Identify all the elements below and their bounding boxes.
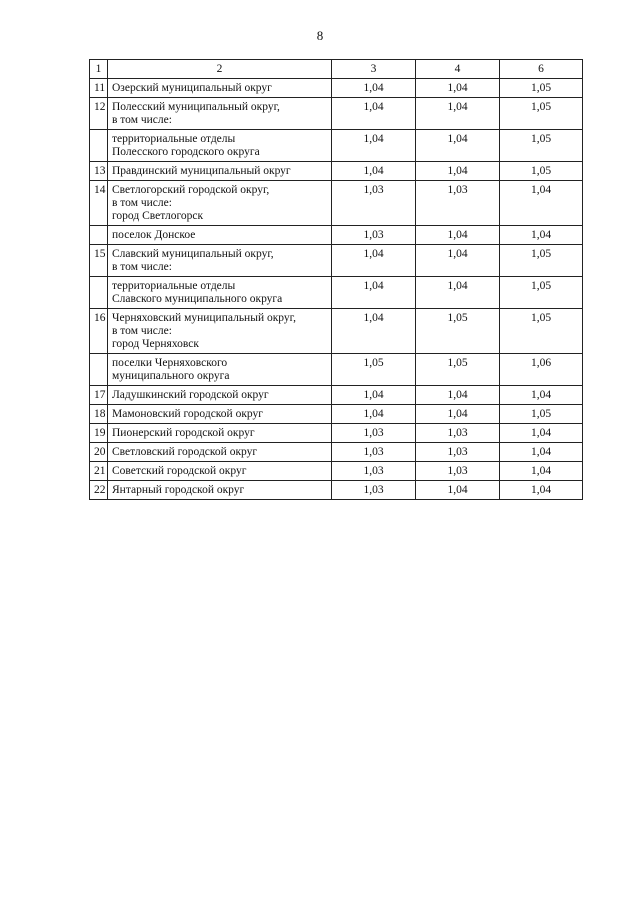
row-name-text: территориальные отделы Славского муниципального округа [112, 280, 283, 305]
table-row [90, 162, 583, 181]
row-name-cell [108, 162, 332, 181]
row-value-col-4: 1,05 [416, 354, 500, 386]
table-row [90, 462, 583, 481]
row-value-col-4: 1,03 [416, 443, 500, 462]
row-name-cell [108, 79, 332, 98]
row-name-cell [108, 354, 332, 386]
row-number-cell: 11 [90, 79, 108, 98]
row-number-cell: 14 [90, 181, 108, 226]
row-name-cell [108, 443, 332, 462]
row-number-cell: 18 [90, 405, 108, 424]
row-name-text: Янтарный городской округ [112, 484, 245, 496]
row-value-col-4: 1,05 [416, 309, 500, 354]
row-value-col-4: 1,03 [416, 462, 500, 481]
table-row [90, 98, 583, 130]
row-value-col-3: 1,03 [332, 462, 416, 481]
row-value-col-6: 1,06 [500, 354, 583, 386]
table-row [90, 386, 583, 405]
page-number: 8 [316, 28, 324, 43]
row-value-col-3: 1,03 [332, 181, 416, 226]
row-name-text: территориальные отделы Полесского городского округа [112, 133, 260, 158]
row-name-text: Славский муниципальный округ, в том числе: [112, 248, 274, 273]
row-name-cell [108, 462, 332, 481]
row-name-text: Пионерский городской округ [112, 427, 255, 439]
row-name-text: Озерский муниципальный округ [112, 82, 272, 94]
coefficients-table [89, 59, 583, 500]
table-row [90, 309, 583, 354]
row-value-col-3: 1,04 [332, 386, 416, 405]
row-value-col-6: 1,04 [500, 424, 583, 443]
row-number-cell [90, 130, 108, 162]
row-name-cell [108, 481, 332, 500]
row-name-text: Полесский муниципальный округ, в том числе: [112, 101, 280, 126]
row-number-cell: 16 [90, 309, 108, 354]
table-row [90, 424, 583, 443]
row-name-text: Правдинский муниципальный округ [112, 165, 291, 177]
row-name-text: Ладушкинский городской округ [112, 389, 269, 401]
row-name-cell [108, 226, 332, 245]
header-cell-col-4: 4 [416, 60, 500, 79]
row-value-col-4: 1,04 [416, 98, 500, 130]
row-number-cell: 20 [90, 443, 108, 462]
row-value-col-6: 1,05 [500, 98, 583, 130]
row-value-col-3: 1,04 [332, 309, 416, 354]
row-name-text: Светлогорский городской округ, в том числе: город Светлогорск [112, 184, 270, 222]
row-value-col-6: 1,04 [500, 386, 583, 405]
row-number-cell: 21 [90, 462, 108, 481]
row-name-cell [108, 245, 332, 277]
row-value-col-3: 1,04 [332, 405, 416, 424]
row-name-text: Светловский городской округ [112, 446, 258, 458]
row-value-col-6: 1,05 [500, 130, 583, 162]
row-name-text: поселок Донское [112, 229, 196, 241]
table-row [90, 354, 583, 386]
row-value-col-6: 1,04 [500, 462, 583, 481]
row-value-col-4: 1,04 [416, 130, 500, 162]
table-row [90, 130, 583, 162]
row-value-col-3: 1,03 [332, 443, 416, 462]
row-value-col-6: 1,04 [500, 443, 583, 462]
row-value-col-3: 1,03 [332, 481, 416, 500]
row-name-cell [108, 424, 332, 443]
row-name-cell [108, 277, 332, 309]
row-value-col-3: 1,04 [332, 162, 416, 181]
row-number-cell: 19 [90, 424, 108, 443]
table-row [90, 277, 583, 309]
table-body [90, 60, 583, 500]
row-number-cell: 15 [90, 245, 108, 277]
row-value-col-6: 1,05 [500, 277, 583, 309]
header-cell-col-2: 2 [108, 60, 332, 79]
row-value-col-4: 1,03 [416, 424, 500, 443]
row-name-cell [108, 130, 332, 162]
row-name-cell [108, 181, 332, 226]
row-value-col-6: 1,05 [500, 309, 583, 354]
row-value-col-3: 1,04 [332, 130, 416, 162]
row-value-col-3: 1,04 [332, 79, 416, 98]
row-value-col-4: 1,04 [416, 405, 500, 424]
row-name-text: Черняховский муниципальный округ, в том числе: город Черняховск [112, 312, 296, 350]
row-value-col-3: 1,03 [332, 424, 416, 443]
row-name-text: Мамоновский городской округ [112, 408, 263, 420]
row-value-col-3: 1,05 [332, 354, 416, 386]
row-value-col-6: 1,04 [500, 181, 583, 226]
row-number-cell: 17 [90, 386, 108, 405]
header-cell-col-3: 3 [332, 60, 416, 79]
row-value-col-6: 1,05 [500, 245, 583, 277]
row-value-col-3: 1,04 [332, 98, 416, 130]
row-value-col-6: 1,05 [500, 79, 583, 98]
row-number-cell [90, 226, 108, 245]
row-value-col-4: 1,04 [416, 481, 500, 500]
row-number-cell [90, 354, 108, 386]
table-row [90, 245, 583, 277]
row-name-cell [108, 405, 332, 424]
row-number-cell: 12 [90, 98, 108, 130]
row-value-col-3: 1,04 [332, 245, 416, 277]
row-value-col-3: 1,04 [332, 277, 416, 309]
row-number-cell: 22 [90, 481, 108, 500]
row-value-col-4: 1,04 [416, 277, 500, 309]
row-name-cell [108, 98, 332, 130]
table-row [90, 79, 583, 98]
row-value-col-6: 1,05 [500, 162, 583, 181]
table-row [90, 405, 583, 424]
row-number-cell [90, 277, 108, 309]
row-value-col-4: 1,03 [416, 181, 500, 226]
table-header-row [90, 60, 583, 79]
row-value-col-4: 1,04 [416, 386, 500, 405]
row-name-cell [108, 309, 332, 354]
row-value-col-6: 1,04 [500, 226, 583, 245]
row-value-col-4: 1,04 [416, 226, 500, 245]
table-row [90, 443, 583, 462]
row-name-text: Советский городской округ [112, 465, 247, 477]
row-value-col-3: 1,03 [332, 226, 416, 245]
table-row [90, 226, 583, 245]
header-cell-col-1: 1 [90, 60, 108, 79]
row-number-cell: 13 [90, 162, 108, 181]
row-value-col-6: 1,04 [500, 481, 583, 500]
row-name-cell [108, 386, 332, 405]
row-value-col-4: 1,04 [416, 79, 500, 98]
row-value-col-4: 1,04 [416, 245, 500, 277]
table-row [90, 181, 583, 226]
table-row [90, 481, 583, 500]
row-value-col-4: 1,04 [416, 162, 500, 181]
header-cell-col-6: 6 [500, 60, 583, 79]
row-value-col-6: 1,05 [500, 405, 583, 424]
row-name-text: поселки Черняховского муниципального округа [112, 357, 230, 382]
